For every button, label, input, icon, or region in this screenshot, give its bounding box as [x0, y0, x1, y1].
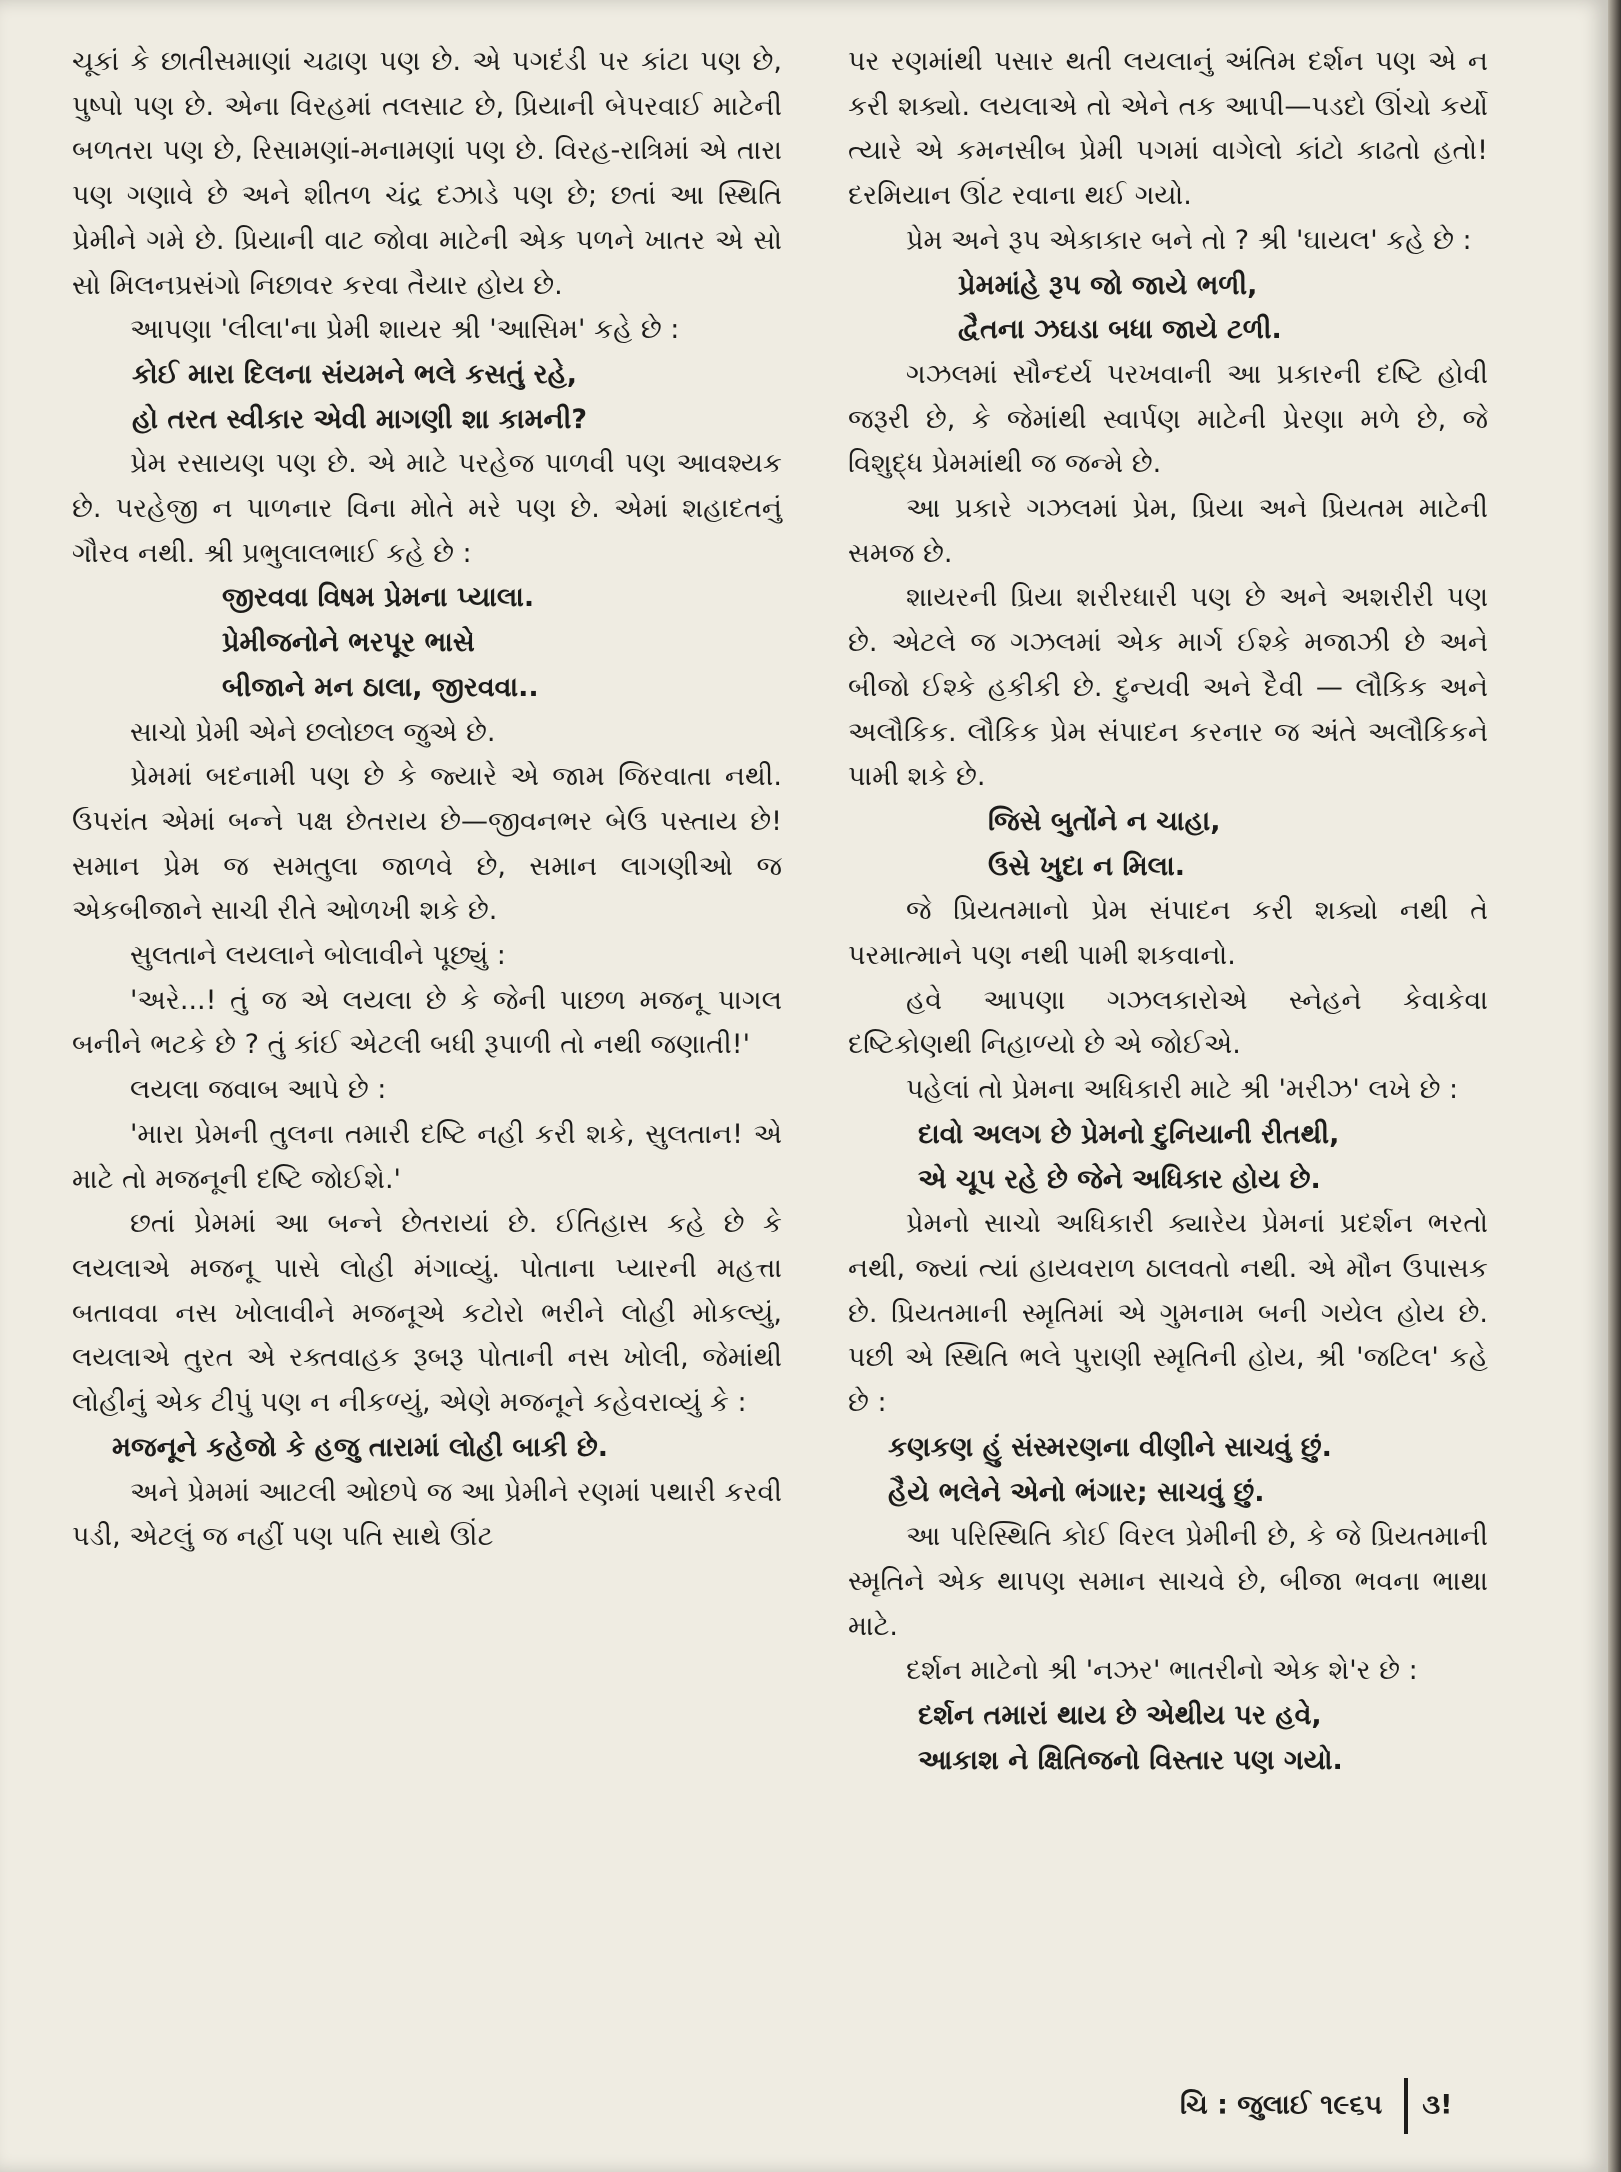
verse	[72, 576, 782, 710]
paragraph: 'મારા પ્રેમની તુલના તમારી દષ્ટિ નહી કરી શકે, સુલતાન! એ માટે તો મજનૂની દષ્ટિ જોઈશે.'	[72, 1118, 782, 1195]
page-number: ૩!	[1422, 2089, 1453, 2121]
paragraph: આ પ્રકારે ગઝલમાં પ્રેમ, પ્રિયા અને પ્રિયતમ માટેની સમજ છે.	[848, 493, 1488, 569]
verse	[848, 1113, 1488, 1202]
verse-line: પ્રેમમાંહે રૂપ જો જાયે ભળી,	[958, 269, 1258, 301]
paragraph: શાયરની પ્રિયા શરીરધારી પણ છે અને અશરીરી પણ છે. એટલે જ ગઝલમાં એક માર્ગ ઈશ્કે મજાઝી છે અને બીજો ઈશ્કે હકીકી છે. દુન્યવી અને દૈવી — લૌકિક અને અલૌકિક. લૌકિક પ્રેમ સંપાદન કરનાર જ અંતે અલૌકિકને પામી શકે છે.	[848, 582, 1488, 793]
paragraph: પ્રેમ અને રૂપ એકાકાર બને તો ? શ્રી 'ઘાયલ' કહે છે :	[906, 224, 1472, 256]
paragraph: લયલા જવાબ આપે છે :	[130, 1074, 387, 1106]
right-column	[848, 40, 1488, 1783]
paragraph: સુલતાને લયલાને બોલાવીને પૂછ્યું :	[130, 940, 506, 972]
page-footer	[1180, 2078, 1452, 2134]
paragraph: હવે આપણા ગઝલકારોએ સ્નેહને કેવાકેવા દષ્ટિકોણથી નિહાળ્યો છે એ જોઈએ.	[848, 984, 1488, 1061]
verse-line: કણકણ હું સંસ્મરણના વીણીને સાચવું છું.	[888, 1431, 1332, 1463]
paragraph: પ્રેમનો સાચો અધિકારી ક્યારેય પ્રેમનાં પ્રદર્શન ભરતો નથી, જ્યાં ત્યાં હાયવરાળ ઠાલવતો નથી. એ મૌન ઉપાસક છે. પ્રિયતમાની સ્મૃતિમાં એ ગુમનામ બની ગયેલ હોય છે. પછી એ સ્થિતિ ભલે પુરાણી સ્મૃતિની હોય, શ્રી 'જટિલ' કહે છે :	[848, 1208, 1488, 1419]
verse-line: પ્રેમીજનોને ભરપૂર ભાસે	[222, 627, 475, 659]
verse-line: હો તરત સ્વીકાર એવી માગણી શા કામની?	[132, 403, 588, 435]
verse-line: દ્વૈતના ઝઘડા બધા જાયે ટળી.	[958, 314, 1282, 346]
verse	[848, 1694, 1488, 1783]
verse-line: ઉસે ખુદા ન મિલા.	[988, 850, 1185, 882]
paragraph: છતાં પ્રેમમાં આ બન્ને છેતરાયાં છે. ઈતિહાસ કહે છે કે લયલાએ મજનૂ પાસે લોહી મંગાવ્યું. પોતાના પ્યારની મહત્તા બતાવવા નસ ખોલાવીને મજનૂએ કટોરો ભરીને લોહી મોકલ્યું, લયલાએ તુરત એ રક્તવાહક રૂબરૂ પોતાની નસ ખોલી, જેમાંથી લોહીનું એક ટીપું પણ ન નીકળ્યું, એણે મજનૂને કહેવરાવ્યું કે :	[72, 1208, 782, 1419]
page-edge	[1608, 0, 1621, 2172]
paragraph: જે પ્રિયતમાનો પ્રેમ સંપાદન કરી શક્યો નથી તે પરમાત્માને પણ નથી પામી શકવાનો.	[848, 895, 1488, 972]
verse-line: દાવો અલગ છે પ્રેમનો દુનિયાની રીતથી,	[918, 1118, 1340, 1150]
paragraph: સાચો પ્રેમી એને છલોછલ જુએ છે.	[130, 716, 496, 748]
verse-line: જિસે બુતોંને ન ચાહા,	[988, 805, 1221, 837]
issue-date: ચિ : જુલાઈ ૧૯૬૫	[1180, 2089, 1383, 2121]
verse-line: મજનૂને કહેજો કે હજુ તારામાં લોહી બાકી છે.	[112, 1431, 609, 1463]
verse-line: કોઈ મારા દિલના સંયમને ભલે કસતું રહે,	[132, 358, 578, 390]
verse-line: બીજાને મન ઠાલા, જીરવવા..	[222, 671, 539, 703]
paragraph: આપણા 'લીલા'ના પ્રેમી શાયર શ્રી 'આસિમ' કહે છે :	[130, 314, 680, 346]
verse	[848, 800, 1488, 889]
verse-line: એ ચૂપ રહે છે જેને અધિકાર હોય છે.	[918, 1163, 1321, 1195]
verse-line: જીરવવા વિષમ પ્રેમના પ્યાલા.	[222, 582, 535, 614]
verse	[848, 264, 1488, 353]
footer-divider	[1404, 2078, 1408, 2134]
paragraph: પ્રેમ રસાયણ પણ છે. એ માટે પરહેજ પાળવી પણ આવશ્યક છે. પરહેજી ન પાળનાર વિના મોતે મરે પણ છે. એમાં શહાદતનું ગૌરવ નથી. શ્રી પ્રભુલાલભાઈ કહે છે :	[72, 448, 782, 569]
verse-line: હૈયે ભલેને એનો ભંગાર; સાચવું છું.	[888, 1476, 1265, 1508]
paragraph: આ પરિસ્થિતિ કોઈ વિરલ પ્રેમીની છે, કે જે પ્રિયતમાની સ્મૃતિને એક થાપણ સમાન સાચવે છે, બીજા ભવના ભાથા માટે.	[848, 1521, 1488, 1642]
verse	[848, 1426, 1488, 1515]
paragraph: ચૂકાં કે છાતીસમાણાં ચઢાણ પણ છે. એ પગદંડી પર કાંટા પણ છે, પુષ્પો પણ છે. એના વિરહમાં તલસાટ છે, પ્રિયાની બેપરવાઈ માટેની બળતરા પણ છે, રિસામણાં-મનામણાં પણ છે. વિરહ-રાત્રિમાં એ તારા પણ ગણાવે છે અને શીતળ ચંદ્ર દઝાડે પણ છે; છતાં આ સ્થિતિ પ્રેમીને ગમે છે. પ્રિયાની વાટ જોવા માટેની એક પળને ખાતર એ સો સો મિલનપ્રસંગો નિછાવર કરવા તૈયાર હોય છે.	[72, 46, 782, 301]
paragraph: દર્શન માટેનો શ્રી 'નઝર' ભાતરીનો એક શે'ર છે :	[906, 1655, 1418, 1687]
verse	[72, 353, 782, 442]
paragraph: પ્રેમમાં બદનામી પણ છે કે જ્યારે એ જામ જિરવાતા નથી. ઉપરાંત એમાં બન્ને પક્ષ છેતરાય છે—જીવનભર બેઉ પસ્તાય છે! સમાન પ્રેમ જ સમતુલા જાળવે છે, સમાન લાગણીઓ જ એકબીજાને સાચી રીતે ઓળખી શકે છે.	[72, 761, 782, 927]
paragraph: ગઝલમાં સૌન્દર્ય પરખવાની આ પ્રકારની દષ્ટિ હોવી જરૂરી છે, કે જેમાંથી સ્વાર્પણ માટેની પ્રેરણા મળે છે, જે વિશુદ્ધ પ્રેમમાંથી જ જન્મે છે.	[848, 358, 1488, 480]
paragraph: 'અરે...! તું જ એ લયલા છે કે જેની પાછળ મજનૂ પાગલ બનીને ભટકે છે ? તું કાંઈ એટલી બધી રૂપાળી તો નથી જણાતી!'	[72, 984, 782, 1061]
left-column	[72, 40, 782, 1560]
verse-line: આકાશ ને ક્ષિતિજનો વિસ્તાર પણ ગયો.	[918, 1744, 1343, 1776]
paragraph: પહેલાં તો પ્રેમના અધિકારી માટે શ્રી 'મરીઝ' લખે છે :	[906, 1074, 1459, 1106]
paragraph: અને પ્રેમમાં આટલી ઓછપે જ આ પ્રેમીને રણમાં પથારી કરવી પડી, એટલું જ નહીં પણ પતિ સાથે ઊંટ	[72, 1476, 782, 1553]
paragraph: પર રણમાંથી પસાર થતી લયલાનું અંતિમ દર્શન પણ એ ન કરી શક્યો. લયલાએ તો એને તક આપી—પડદો ઊંચો કર્યો ત્યારે એ કમનસીબ પ્રેમી પગમાં વાગેલો કાંટો કાઢતો હતો! દરમિયાન ઊંટ રવાના થઈ ગયો.	[848, 46, 1488, 212]
verse-line: દર્શન તમારાં થાય છે એથીય પર હવે,	[918, 1700, 1322, 1732]
verse	[72, 1426, 782, 1471]
